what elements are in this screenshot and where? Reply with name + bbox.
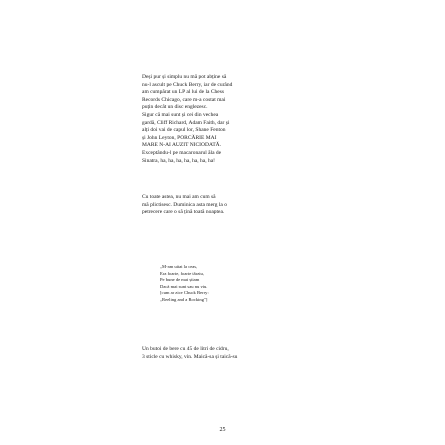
page-number: 25 [219, 427, 226, 433]
paragraph-party: Cu toate astea, nu mai am cum să mă plictisesc. Duminica asta merg la o petrecere care o să țină toată noaptea. [142, 194, 227, 216]
body-text-top [142, 74, 312, 165]
body-text-middle [142, 194, 312, 217]
paragraph-closing: Un butoi de bere cu 45 de litri de cidru, 3 sticle cu whisky, vin. Maică-sa și taică-su [142, 346, 238, 360]
paragraph-chuck-berry: Deși pur și simplu nu mă pot abține să nu-l ascult pe Chuck Berry, iar de curând am cumpărat un LP al lui de la Chess Records Chicago, care m-a costat mai puțin decât un disc englezesc. Sigur că mai sunt și cei din vechea gardă, Cliff Richard, Adam Faith, dar și alți doi vai de capul lor, Shane Fenton și John Leyton, PORCĂRIE MAI MARE N-AI AUZIT NICIODATĂ. Exceptându-l pe macaronarul ăla de Sinatra, ha, ha, ha, ha, ha, ha, ha! [142, 74, 233, 164]
body-text-bottom [142, 346, 312, 361]
poem-quote: „M-am uitat la ceas, Era foarte, foarte târziu, Pe bune de mai știam Dacă mai sunt sau nu viu. [cum ar zice Chuck Berry: „Reeling and a Rocking"] [160, 264, 209, 302]
